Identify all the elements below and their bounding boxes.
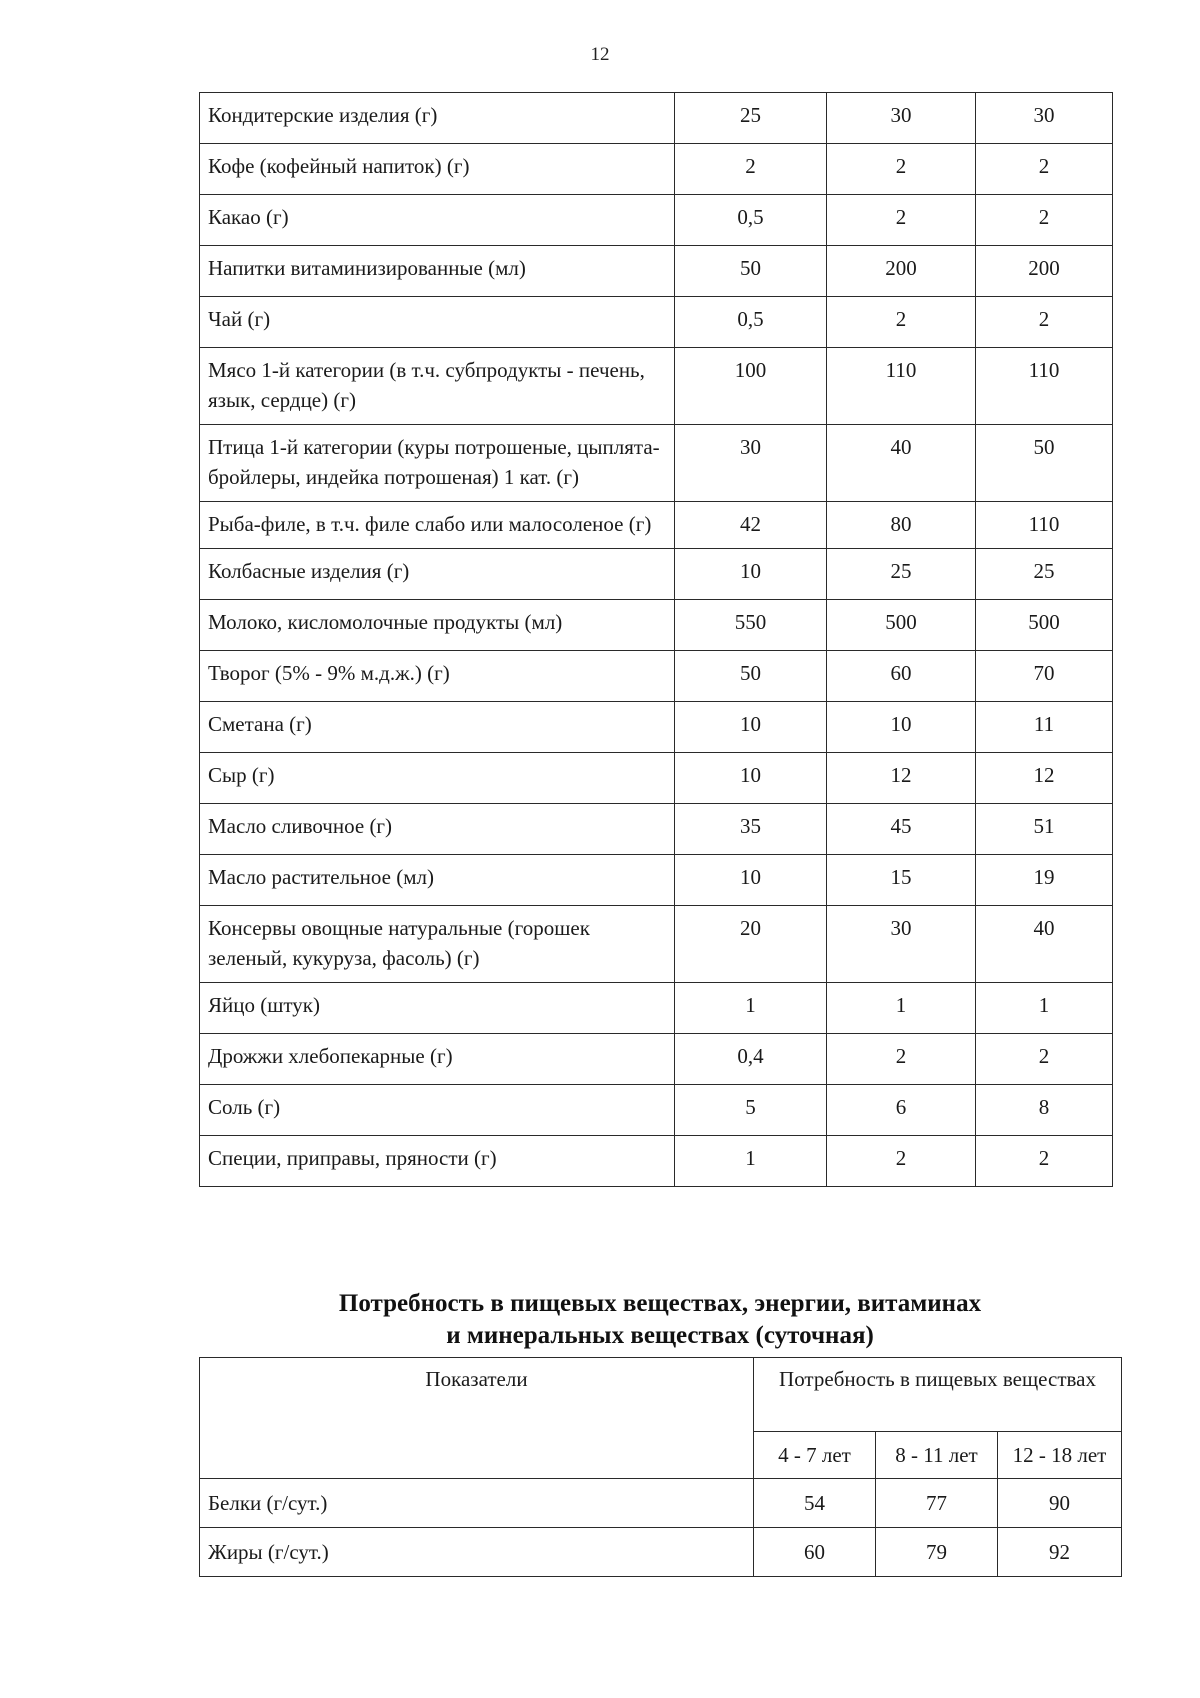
value-cell: 45	[827, 804, 976, 855]
header-nutrient-need: Потребность в пищевых веществах	[754, 1358, 1122, 1432]
product-name: Специи, приправы, пряности (г)	[200, 1136, 675, 1187]
value-cell: 500	[827, 600, 976, 651]
table-row	[200, 425, 1113, 502]
table-row	[200, 1034, 1113, 1085]
product-name: Яйцо (штук)	[200, 983, 675, 1034]
value-cell: 10	[675, 549, 827, 600]
value-cell: 40	[976, 906, 1113, 983]
value-cell: 50	[675, 651, 827, 702]
value-cell: 110	[976, 502, 1113, 549]
table-row	[200, 1479, 1122, 1528]
value-cell: 19	[976, 855, 1113, 906]
table-row	[200, 600, 1113, 651]
heading-line-1: Потребность в пищевых веществах, энергии, витаминах	[338, 1290, 982, 1317]
table-row	[200, 195, 1113, 246]
product-name: Сыр (г)	[200, 753, 675, 804]
value-cell: 550	[675, 600, 827, 651]
table-row	[200, 1528, 1122, 1577]
product-name: Птица 1-й категории (куры потрошеные, цыплята-бройлеры, индейка потрошеная) 1 кат. (г)	[200, 425, 675, 502]
table-row	[200, 753, 1113, 804]
header-age-group: 8 - 11 лет	[876, 1432, 998, 1479]
product-name: Колбасные изделия (г)	[200, 549, 675, 600]
value-cell: 60	[827, 651, 976, 702]
value-cell: 2	[827, 195, 976, 246]
table-row	[200, 1085, 1113, 1136]
value-cell: 60	[754, 1528, 876, 1577]
value-cell: 2	[976, 297, 1113, 348]
value-cell: 1	[827, 983, 976, 1034]
value-cell: 54	[754, 1479, 876, 1528]
table-row	[200, 348, 1113, 425]
food-norms-body	[200, 93, 1113, 1187]
value-cell: 20	[675, 906, 827, 983]
value-cell: 51	[976, 804, 1113, 855]
value-cell: 35	[675, 804, 827, 855]
product-name: Кондитерские изделия (г)	[200, 93, 675, 144]
value-cell: 6	[827, 1085, 976, 1136]
table-row	[200, 144, 1113, 195]
value-cell: 2	[976, 1034, 1113, 1085]
value-cell: 80	[827, 502, 976, 549]
product-name: Мясо 1-й категории (в т.ч. субпродукты - печень, язык, сердце) (г)	[200, 348, 675, 425]
table-row	[200, 906, 1113, 983]
food-norms-table	[199, 92, 1113, 1187]
value-cell: 2	[827, 1136, 976, 1187]
value-cell: 30	[976, 93, 1113, 144]
value-cell: 12	[976, 753, 1113, 804]
product-name: Молоко, кисломолочные продукты (мл)	[200, 600, 675, 651]
value-cell: 90	[998, 1479, 1122, 1528]
heading-line-2: и минеральных веществах (суточная)	[446, 1322, 874, 1349]
value-cell: 30	[675, 425, 827, 502]
value-cell: 2	[675, 144, 827, 195]
value-cell: 2	[976, 144, 1113, 195]
value-cell: 2	[827, 144, 976, 195]
value-cell: 1	[675, 1136, 827, 1187]
table-row	[200, 1136, 1113, 1187]
value-cell: 0,4	[675, 1034, 827, 1085]
table-row	[200, 549, 1113, 600]
value-cell: 2	[976, 1136, 1113, 1187]
nutrient-name: Белки (г/сут.)	[200, 1479, 754, 1528]
value-cell: 11	[976, 702, 1113, 753]
product-name: Какао (г)	[200, 195, 675, 246]
value-cell: 500	[976, 600, 1113, 651]
value-cell: 2	[976, 195, 1113, 246]
value-cell: 10	[675, 855, 827, 906]
product-name: Дрожжи хлебопекарные (г)	[200, 1034, 675, 1085]
header-age-group: 12 - 18 лет	[998, 1432, 1122, 1479]
value-cell: 30	[827, 906, 976, 983]
value-cell: 200	[827, 246, 976, 297]
product-name: Соль (г)	[200, 1085, 675, 1136]
table-row	[200, 93, 1113, 144]
table-header-row	[200, 1358, 1122, 1432]
value-cell: 50	[675, 246, 827, 297]
value-cell: 50	[976, 425, 1113, 502]
product-name: Масло сливочное (г)	[200, 804, 675, 855]
value-cell: 200	[976, 246, 1113, 297]
value-cell: 79	[876, 1528, 998, 1577]
value-cell: 5	[675, 1085, 827, 1136]
table-row	[200, 246, 1113, 297]
product-name: Кофе (кофейный напиток) (г)	[200, 144, 675, 195]
section-heading	[0, 1288, 1200, 1352]
value-cell: 1	[675, 983, 827, 1034]
table-row	[200, 502, 1113, 549]
table-row	[200, 804, 1113, 855]
value-cell: 25	[976, 549, 1113, 600]
table-row	[200, 651, 1113, 702]
product-name: Масло растительное (мл)	[200, 855, 675, 906]
nutrient-needs-body	[200, 1358, 1122, 1577]
value-cell: 100	[675, 348, 827, 425]
value-cell: 2	[827, 1034, 976, 1085]
table-row	[200, 702, 1113, 753]
table-row	[200, 297, 1113, 348]
value-cell: 30	[827, 93, 976, 144]
value-cell: 25	[827, 549, 976, 600]
value-cell: 10	[675, 702, 827, 753]
value-cell: 1	[976, 983, 1113, 1034]
value-cell: 77	[876, 1479, 998, 1528]
table-row	[200, 855, 1113, 906]
value-cell: 92	[998, 1528, 1122, 1577]
header-age-group: 4 - 7 лет	[754, 1432, 876, 1479]
value-cell: 2	[827, 297, 976, 348]
product-name: Рыба-филе, в т.ч. филе слабо или малосоленое (г)	[200, 502, 675, 549]
value-cell: 0,5	[675, 297, 827, 348]
header-indicators: Показатели	[200, 1358, 754, 1479]
table-row	[200, 983, 1113, 1034]
value-cell: 42	[675, 502, 827, 549]
value-cell: 10	[675, 753, 827, 804]
product-name: Консервы овощные натуральные (горошек зеленый, кукуруза, фасоль) (г)	[200, 906, 675, 983]
value-cell: 15	[827, 855, 976, 906]
value-cell: 25	[675, 93, 827, 144]
value-cell: 40	[827, 425, 976, 502]
value-cell: 70	[976, 651, 1113, 702]
value-cell: 0,5	[675, 195, 827, 246]
product-name: Сметана (г)	[200, 702, 675, 753]
nutrient-needs-table	[199, 1357, 1122, 1577]
nutrient-name: Жиры (г/сут.)	[200, 1528, 754, 1577]
value-cell: 8	[976, 1085, 1113, 1136]
value-cell: 110	[827, 348, 976, 425]
product-name: Творог (5% - 9% м.д.ж.) (г)	[200, 651, 675, 702]
product-name: Чай (г)	[200, 297, 675, 348]
value-cell: 12	[827, 753, 976, 804]
page-number: 12	[590, 44, 610, 65]
product-name: Напитки витаминизированные (мл)	[200, 246, 675, 297]
value-cell: 10	[827, 702, 976, 753]
value-cell: 110	[976, 348, 1113, 425]
